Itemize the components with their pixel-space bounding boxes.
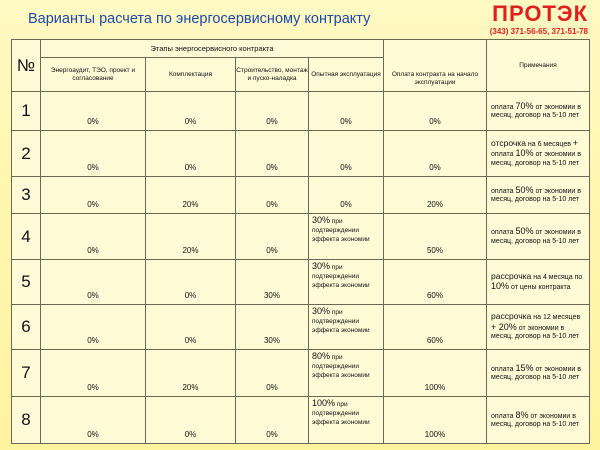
cell-note [487, 131, 590, 177]
note-part: 50% [515, 226, 534, 236]
header-equipment: Комплектация [146, 58, 236, 92]
cell-audit: 0% [41, 92, 146, 131]
cell-payment: 0% [384, 92, 487, 131]
trial-percent: 80% [312, 351, 331, 361]
cell-equipment: 0% [146, 260, 236, 305]
table-row [12, 350, 590, 397]
note-part: от экономии в месяц, договор на 5-10 лет [491, 187, 581, 203]
logo-phones: (343) 371-56-65, 371-51-78 [489, 27, 588, 36]
cell-audit: 0% [41, 350, 146, 397]
cell-trial: 0% [309, 131, 384, 177]
note-part: рассрочка [491, 270, 532, 281]
contract-table [11, 39, 590, 444]
table-row [12, 305, 590, 350]
cell-audit: 0% [41, 305, 146, 350]
note-part: на 4 месяца по [531, 273, 583, 281]
note-part: отсрочка [491, 137, 526, 148]
note-part: 8% [515, 409, 529, 420]
cell-equipment: 0% [146, 92, 236, 131]
trial-condition: при подтверждении эффекта экономии [312, 401, 370, 426]
cell-equipment: 20% [146, 350, 236, 397]
cell-equipment: 20% [146, 177, 236, 214]
header-payment: Оплата контракта на начало эксплуатации [384, 40, 487, 92]
cell-note [487, 214, 590, 260]
table-row [12, 131, 590, 177]
cell-construction: 0% [236, 131, 309, 177]
note-part: 15% [515, 362, 534, 373]
cell-construction: 0% [236, 177, 309, 214]
company-logo [490, 2, 588, 37]
header-notes: Примечания [487, 40, 590, 92]
header-audit: Энергоаудит, ТЭО, проект и согласование [41, 58, 146, 92]
cell-trial [309, 260, 384, 305]
note-part: от экономии в месяц, договор на 5-10 лет [491, 365, 581, 381]
cell-construction: 30% [236, 260, 309, 305]
note-part: от экономии в месяц, договор на 5-10 лет [491, 324, 580, 341]
note-part: на 12 месяцев [531, 314, 581, 322]
cell-payment: 50% [384, 214, 487, 260]
header-stages-group: Этапы энергосервисного контракта [41, 40, 384, 58]
slide-header [0, 0, 600, 40]
note-part: + 20% [491, 321, 517, 332]
trial-condition: при подтверждении эффекта экономии [312, 218, 370, 243]
cell-trial: 0% [309, 177, 384, 214]
table-row [12, 397, 590, 444]
row-number: 2 [12, 131, 41, 177]
cell-trial [309, 350, 384, 397]
cell-trial [309, 305, 384, 350]
trial-condition: при подтверждении эффекта экономии [312, 309, 370, 334]
row-number: 6 [12, 305, 41, 350]
cell-audit: 0% [41, 214, 146, 260]
note-part: 10% [515, 148, 534, 159]
row-number: 8 [12, 397, 41, 444]
cell-construction: 30% [236, 305, 309, 350]
note-part: оплата [491, 229, 516, 236]
row-number: 1 [12, 92, 41, 131]
table-row [12, 177, 590, 214]
cell-equipment: 0% [146, 397, 236, 444]
cell-equipment: 0% [146, 305, 236, 350]
note-part: оплата [491, 187, 516, 195]
trial-percent: 100% [312, 398, 336, 408]
cell-note [487, 397, 590, 444]
note-part: от экономии в месяц, договор на 5-10 лет [491, 151, 581, 167]
header-number: № [12, 40, 41, 92]
note-part: оплата [491, 365, 516, 373]
note-part: оплата [491, 412, 516, 420]
trial-percent: 30% [312, 306, 331, 316]
trial-condition: при подтверждении эффекта экономии [312, 354, 370, 379]
cell-payment: 20% [384, 177, 487, 214]
table-row [12, 260, 590, 305]
logo-name: ПРОТЭК [492, 1, 588, 26]
table-row [12, 92, 590, 131]
trial-percent: 30% [312, 215, 331, 225]
cell-construction: 0% [236, 214, 309, 260]
note-part: 70% [515, 100, 534, 111]
row-number: 4 [12, 214, 41, 260]
cell-note [487, 260, 590, 305]
note-part: оплата [491, 151, 516, 159]
row-number: 3 [12, 177, 41, 214]
cell-trial: 0% [309, 92, 384, 131]
slide-title: Варианты расчета по энергосервисному контракту [28, 11, 371, 27]
note-part: оплата [491, 103, 516, 111]
cell-audit: 0% [41, 177, 146, 214]
note-part: на 6 месяцев [525, 140, 573, 148]
row-number: 7 [12, 350, 41, 397]
cell-note [487, 92, 590, 131]
cell-trial [309, 397, 384, 444]
note-part: 50% [515, 184, 534, 195]
trial-condition: при подтверждении эффекта экономии [312, 264, 370, 289]
cell-construction: 0% [236, 350, 309, 397]
cell-payment: 60% [384, 260, 487, 305]
note-part: от цены контракта [509, 284, 571, 291]
note-part: от экономии в месяц, договор на 5-10 лет [491, 103, 581, 119]
cell-payment: 60% [384, 305, 487, 350]
cell-trial [309, 214, 384, 260]
note-part: от экономии в месяц, договор на 5-10 лет [491, 229, 581, 245]
cell-equipment: 20% [146, 214, 236, 260]
cell-note [487, 305, 590, 350]
cell-note [487, 177, 590, 214]
cell-audit: 0% [41, 260, 146, 305]
cell-construction: 0% [236, 92, 309, 131]
note-part: от экономии в месяц, договор на 5-10 лет [491, 412, 580, 428]
cell-payment: 100% [384, 350, 487, 397]
cell-note [487, 350, 590, 397]
note-part: 10% [491, 281, 510, 291]
cell-payment: 0% [384, 131, 487, 177]
table-row [12, 214, 590, 260]
header-construction: Строительство, монтаж и пуско-наладка [236, 58, 309, 92]
cell-audit: 0% [41, 131, 146, 177]
note-part: + [572, 137, 579, 148]
cell-audit: 0% [41, 397, 146, 444]
table-body [12, 92, 590, 444]
note-part: рассрочка [491, 311, 532, 322]
cell-payment: 100% [384, 397, 487, 444]
cell-construction: 0% [236, 397, 309, 444]
row-number: 5 [12, 260, 41, 305]
cell-equipment: 0% [146, 131, 236, 177]
header-trial: Опытная эксплуатация [309, 58, 384, 92]
trial-percent: 30% [312, 261, 331, 271]
